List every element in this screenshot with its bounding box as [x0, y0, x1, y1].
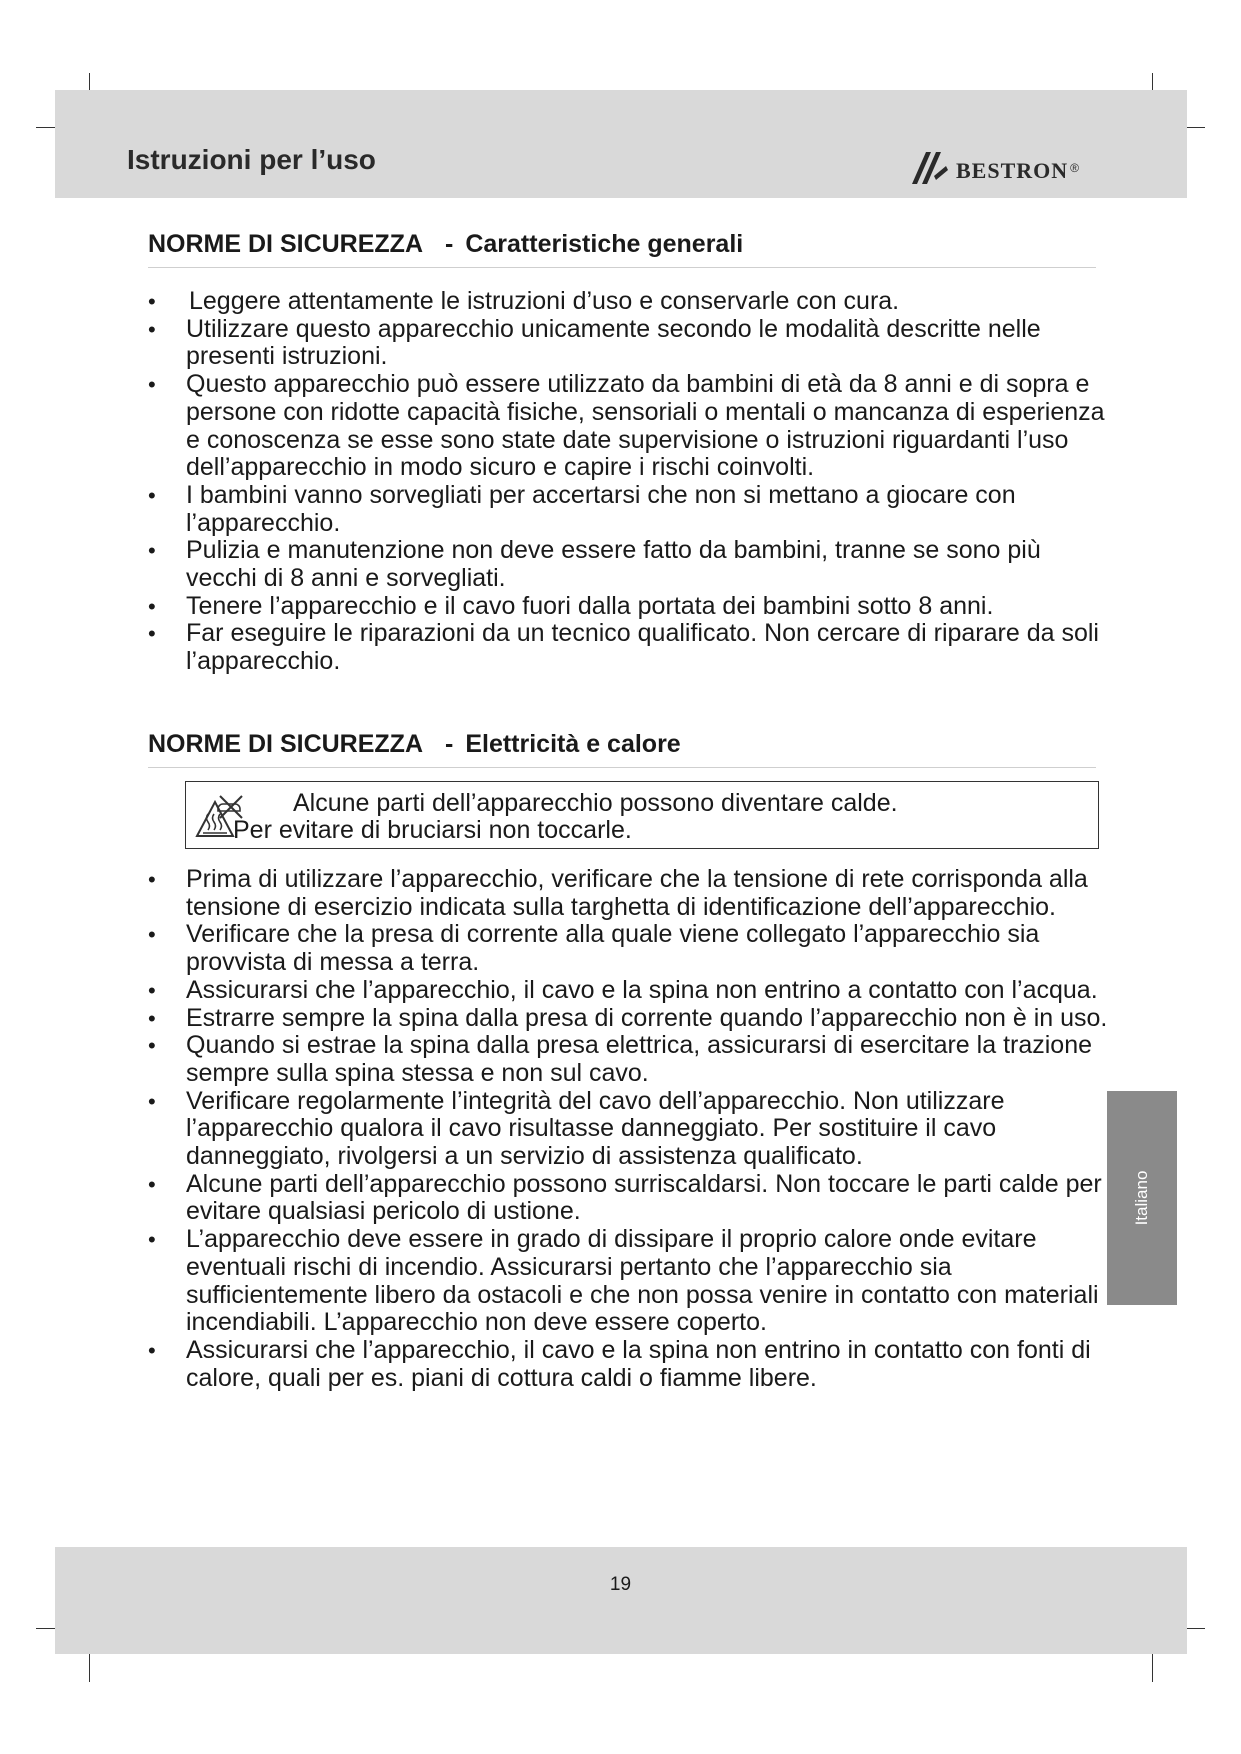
section-heading-sub: Elettricità e calore: [465, 730, 681, 758]
list-item: • Pulizia e manutenzione non deve essere fatto da bambini, tranne se sono più vecchi di 8 anni e sorvegliati.: [148, 537, 1108, 592]
list-item: • Far eseguire le riparazioni da un tecnico qualificato. Non cercare di riparare da soli l’apparecchio.: [148, 620, 1108, 675]
language-tab-label: Italiano: [1132, 1170, 1151, 1226]
list-item: • Assicurarsi che l’apparecchio, il cavo e la spina non entrino a contatto con l’acqua.: [148, 977, 1108, 1005]
section-heading-main: NORME DI SICUREZZA: [148, 230, 423, 258]
list-item: • Prima di utilizzare l’apparecchio, verificare che la tensione di rete corrisponda alla tensione di esercizio indicata sulla targhetta di identificazione dell’apparecchio.: [148, 866, 1108, 921]
footer-band: [55, 1547, 1187, 1654]
section-heading-sub: Caratteristiche generali: [465, 230, 744, 258]
general-safety-list: [148, 288, 1108, 676]
list-item: • Verificare che la presa di corrente alla quale viene collegato l’apparecchio sia provvista di messa a terra.: [148, 921, 1108, 976]
list-item: • Quando si estrae la spina dalla presa elettrica, assicurarsi di esercitare la trazione sempre sulla spina stessa e non sul cavo.: [148, 1032, 1108, 1087]
list-item: • Assicurarsi che l’apparecchio, il cavo e la spina non entrino in contatto con fonti di calore, quali per es. piani di cottura caldi o fiamme libere.: [148, 1337, 1108, 1392]
hot-surface-warning: [185, 781, 1099, 849]
list-item: • Tenere l’apparecchio e il cavo fuori dalla portata dei bambini sotto 8 anni.: [148, 593, 1108, 621]
list-item: • Questo apparecchio può essere utilizzato da bambini di età da 8 anni e di sopra e persone con ridotte capacità fisiche, sensoriali o mentali o mancanza di esperienza e conoscenza se esse sono state date supervisione o istruzioni riguardanti l’uso dell’apparecchio in modo sicuro e capire i rischi coinvolti.: [148, 371, 1108, 482]
list-item: • Estrarre sempre la spina dalla presa di corrente quando l’apparecchio non è in uso.: [148, 1005, 1108, 1033]
language-tab: [1107, 1091, 1177, 1305]
brand-chevron-icon: [910, 150, 952, 186]
list-item: • Verificare regolarmente l’integrità del cavo dell’apparecchio. Non utilizzare l’apparecchio qualora il cavo risultasse danneggiato. Per sostituire il cavo danneggiato, rivolgersi a un servizio di assistenza qualificato.: [148, 1088, 1108, 1171]
brand-registered-mark: ®: [1070, 161, 1079, 175]
list-item: • I bambini vanno sorvegliati per accertarsi che non si mettano a giocare con l’apparecchio.: [148, 482, 1108, 537]
warning-text: Alcune parti dell’apparecchio possono diventare calde.: [293, 789, 898, 817]
list-item: • Utilizzare questo apparecchio unicamente secondo le modalità descritte nelle presenti istruzioni.: [148, 316, 1108, 371]
section-heading-separator: -: [445, 230, 454, 258]
brand-name: bestron: [956, 150, 1069, 185]
section-heading-general: [148, 230, 1096, 268]
section-heading-separator: -: [445, 730, 454, 758]
page-number: 19: [609, 1574, 632, 1595]
section-heading-electricity: [148, 730, 1096, 768]
list-item: • Alcune parti dell’apparecchio possono surriscaldarsi. Non toccare le parti calde per evitare qualsiasi pericolo di ustione.: [148, 1171, 1108, 1226]
list-item: • L’apparecchio deve essere in grado di dissipare il proprio calore onde evitare eventuali rischi di incendio. Assicurarsi pertanto che l’apparecchio sia sufficientemente libero da ostacoli e che non possa venire in contatto con materiali incendiabili. L’apparecchio non deve essere coperto.: [148, 1226, 1108, 1337]
warning-text: Per evitare di bruciarsi non toccarle.: [233, 816, 632, 844]
page-title: Istruzioni per l’uso: [127, 144, 376, 175]
list-item: • Leggere attentamente le istruzioni d’uso e conservarle con cura.: [148, 288, 1108, 316]
electricity-safety-list: [148, 866, 1108, 1392]
section-heading-main: NORME DI SICUREZZA: [148, 730, 423, 758]
brand-logo: [910, 148, 1079, 188]
